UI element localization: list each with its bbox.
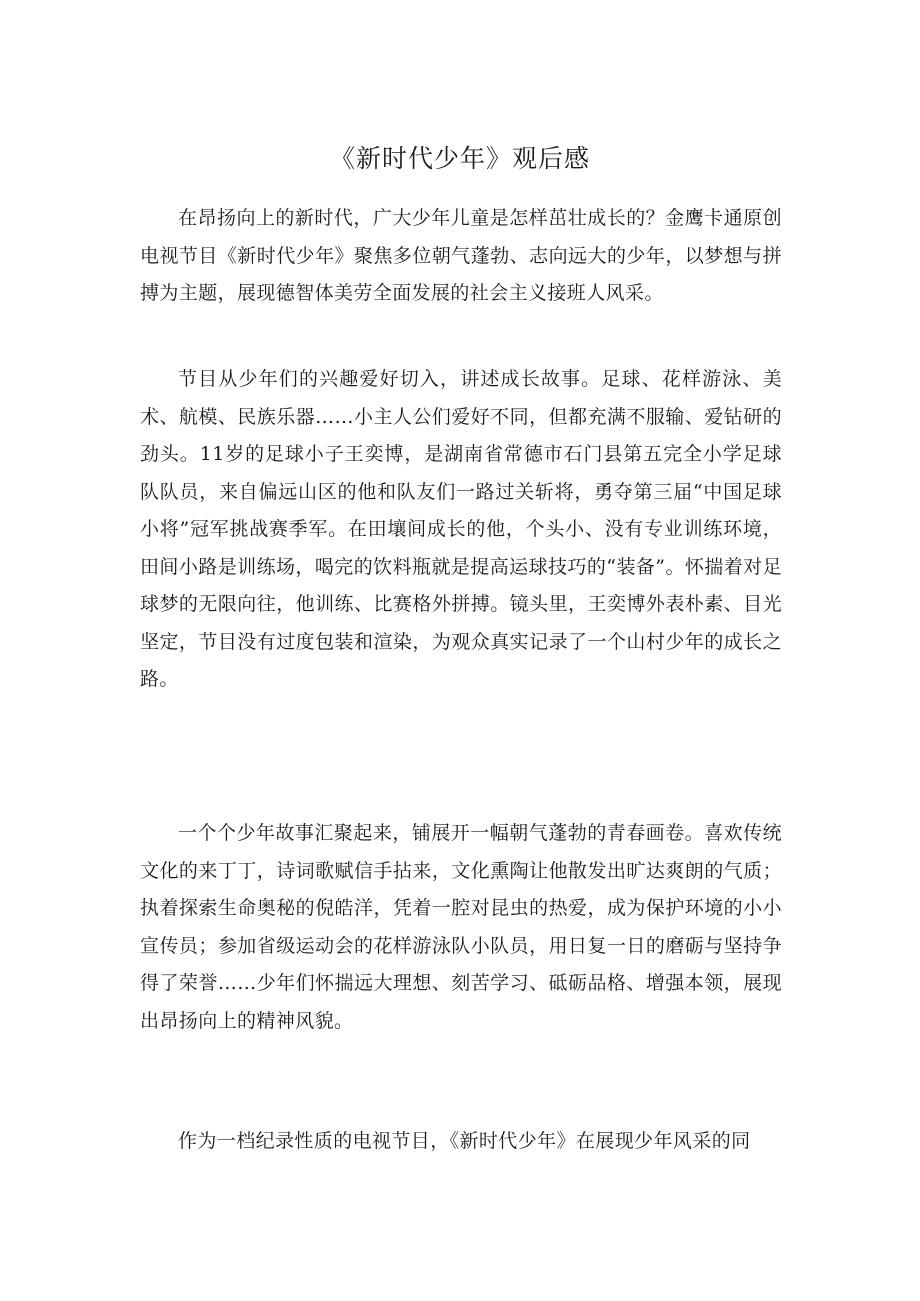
document-title: 《新时代少年》观后感	[329, 144, 590, 173]
paragraph-youth-stories: 一个个少年故事汇聚起来，铺展开一幅朝气蓬勃的青春画卷。喜欢传统文化的来丁丁，诗词歌赋信手拈来，文化熏陶让他散发出旷达爽朗的气质；执着探索生命奥秘的倪皓洋，凭着一腔对昆虫的热爱，成为保护环境的小小宣传员；参加省级运动会的花样游泳队小队员，用日复一日的磨砺与坚持争得了荣誉……少年们怀揣远大理想、刻苦学习、砥砺品格、增强本领，展现出昂扬向上的精神风貌。	[140, 822, 782, 1032]
paragraph-intro: 在昂扬向上的新时代，广大少年儿童是怎样茁壮成长的？金鹰卡通原创电视节目《新时代少年》聚焦多位朝气蓬勃、志向远大的少年，以梦想与拼搏为主题，展现德智体美劳全面发展的社会主义接班人风采。	[140, 207, 782, 304]
paragraph-football-story: 节目从少年们的兴趣爱好切入，讲述成长故事。足球、花样游泳、美术、航模、民族乐器……小主人公们爱好不同，但都充满不服输、爱钻研的劲头。11岁的足球小子王奕博，是湖南省常德市石门县第五完全小学足球队队员，来自偏远山区的他和队友们一路过关斩将，勇夺第三届“中国足球小将”冠军挑战赛季军。在田壤间成长的他，个头小、没有专业训练环境，田间小路是训练场，喝完的饮料瓶就是提高运球技巧的“装备”。怀揣着对足球梦的无限向往，他训练、比赛格外拼搏。镜头里，王奕博外表朴素、目光坚定，节目没有过度包装和渲染，为观众真实记录了一个山村少年的成长之路。	[140, 368, 782, 690]
paragraph-documentary: 作为一档纪录性质的电视节目，《新时代少年》在展现少年风采的同	[178, 1130, 751, 1152]
